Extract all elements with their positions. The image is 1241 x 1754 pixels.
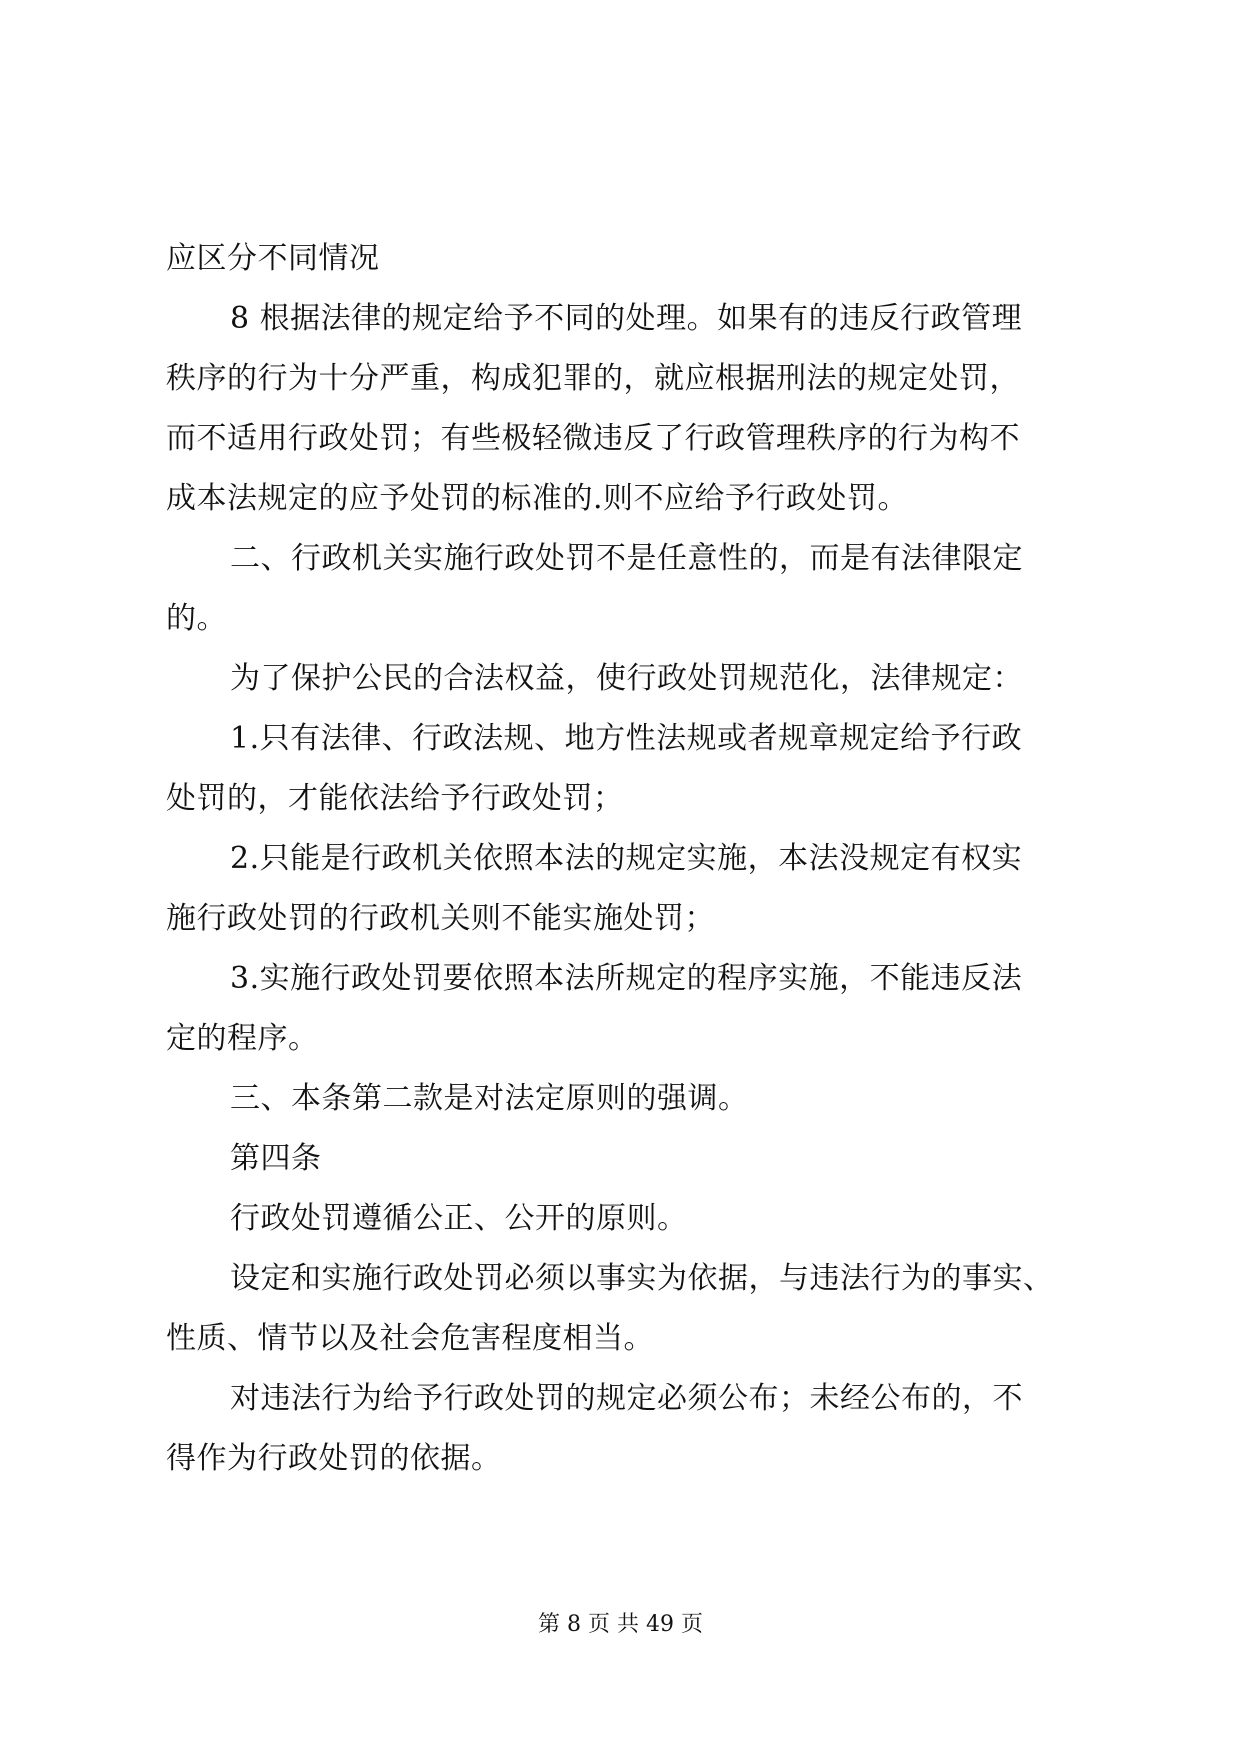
text-line: 三、本条第二款是对法定原则的强调。 (230, 1081, 749, 1116)
document-body (166, 229, 1096, 1489)
text-line: 定的程序。 (166, 1021, 319, 1056)
text-line: 二、行政机关实施行政处罚不是任意性的，而是有法律限定 (230, 541, 1023, 576)
text-line: 的。 (166, 601, 227, 636)
text-line: 2.只能是行政机关依照本法的规定实施，本法没规定有权实 (230, 841, 1023, 876)
text-line: 对违法行为给予行政处罚的规定必须公布；未经公布的，不 (230, 1381, 1023, 1416)
text-line: 8 根据法律的规定给予不同的处理。如果有的违反行政管理 (230, 301, 1023, 336)
text-line: 行政处罚遵循公正、公开的原则。 (230, 1201, 688, 1236)
text-line: 为了保护公民的合法权益，使行政处罚规范化，法律规定： (230, 661, 1023, 696)
text-line: 性质、情节以及社会危害程度相当。 (166, 1321, 654, 1356)
text-line: 1.只有法律、行政法规、地方性法规或者规章规定给予行政 (230, 721, 1023, 756)
text-line: 第四条 (230, 1141, 322, 1176)
text-line: 3.实施行政处罚要依照本法所规定的程序实施，不能违反法 (230, 961, 1023, 996)
text-line: 秩序的行为十分严重，构成犯罪的，就应根据刑法的规定处罚， (166, 361, 1020, 396)
text-line: 得作为行政处罚的依据。 (166, 1441, 502, 1476)
text-line: 处罚的，才能依法给予行政处罚； (166, 781, 624, 816)
text-line: 施行政处罚的行政机关则不能实施处罚； (166, 901, 715, 936)
text-line: 而不适用行政处罚；有些极轻微违反了行政管理秩序的行为构不 (166, 421, 1020, 456)
text-line: 应区分不同情况 (166, 241, 380, 276)
text-line: 成本法规定的应予处罚的标准的.则不应给予行政处罚。 (166, 481, 909, 516)
page-number-footer: 第 8 页 共 49 页 (538, 1612, 703, 1637)
text-line: 设定和实施行政处罚必须以事实为依据，与违法行为的事实、 (230, 1261, 1054, 1296)
